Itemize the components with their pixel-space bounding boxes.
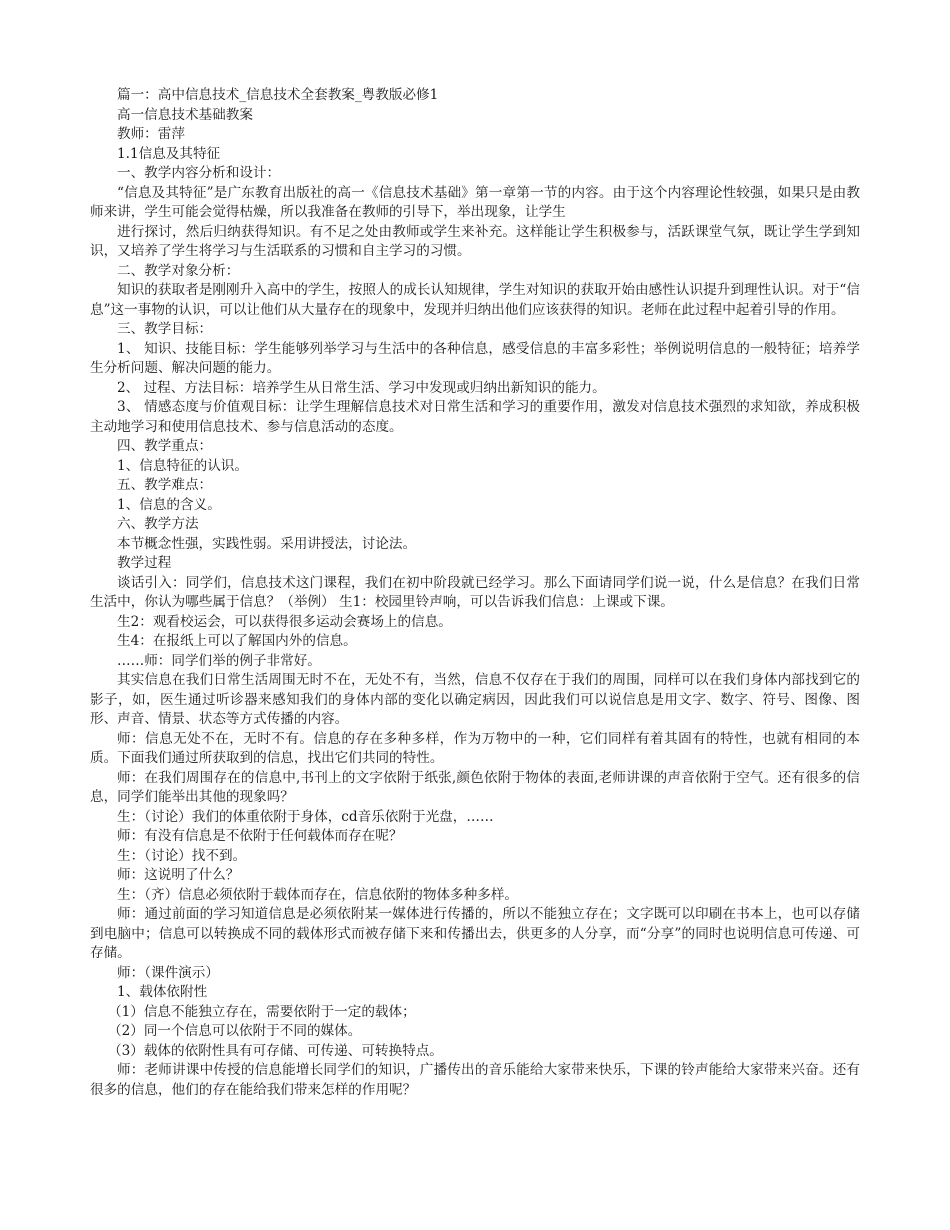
heading-content-analysis: 一、教学内容分析和设计： (117, 165, 281, 181)
paragraph: 生：（讨论）我们的体重依附于身体，cd音乐依附于光盘，…… (117, 808, 494, 825)
objective-item: 1、 知识、技能目标：学生能够列举学习与生活中的各种信息，感受信息的丰富多彩性；举例说明信息的一般特征；培养学生分析问题、解决问题的能力。 (90, 340, 860, 376)
paragraph: 进行探讨，然后归纳获得知识。有不足之处由教师或学生来补充。这样能让学生积极参与，活跃课堂气氛，既让学生学到知识，又培养了学生将学习与生活联系的习惯和自主学习的习惯。 (90, 223, 860, 259)
document-page (90, 86, 860, 1100)
paragraph: 师：通过前面的学习知道信息是必须依附某一媒体进行传播的，所以不能独立存在；文字既可以印刷在书本上，也可以存储到电脑中；信息可以转换成不同的载体形式而被存储下来和传播出去，供更多的人分享，而“分享”的同时也说明信息可传递、可存储。 (90, 906, 860, 961)
document-title: 篇一：高中信息技术_信息技术全套教案_粤教版必修1 (117, 87, 439, 103)
heading-process: 教学过程 (117, 555, 172, 571)
paragraph: 师：（课件演示） (117, 964, 219, 981)
teacher-name: 教师：雷萍 (117, 126, 185, 142)
list-item: （1）信息不能独立存在，需要依附于一定的载体； (108, 1003, 416, 1020)
heading-carrier-dependency: 1、载体依附性 (117, 984, 208, 1000)
paragraph: 师：在我们周围存在的信息中,书刊上的文字依附于纸张,颜色依附于物体的表面,老师讲课的声音依附于空气。还有很多的信息，同学们能举出其他的现象吗？ (90, 769, 860, 805)
difficulty-item: 1、信息的含义。 (117, 496, 221, 513)
heading-key-points: 四、教学重点： (117, 438, 213, 454)
section-title: 1.1信息及其特征 (117, 145, 221, 162)
paragraph: 师：老师讲课中传授的信息能增长同学们的知识，广播传出的音乐能给大家带来快乐，下课的铃声能给大家带来兴奋。还有很多的信息，他们的存在能给我们带来怎样的作用呢？ (90, 1062, 860, 1098)
paragraph: “信息及其特征”是广东教育出版社的高一《信息技术基础》第一章第一节的内容。由于这个内容理论性较强，如果只是由教师来讲，学生可能会觉得枯燥，所以我准备在教师的引导下，举出现象，让学生 (90, 184, 860, 220)
paragraph: 师：这说明了什么？ (117, 867, 240, 883)
paragraph: 师：信息无处不在，无时不有。信息的存在多种多样，作为万物中的一种，它们同样有着其固有的特性，也就有相同的本质。下面我们通过所获取到的信息，找出它们共同的特性。 (90, 730, 860, 766)
list-item: （3）载体的依附性具有可存储、可传递、可转换特点。 (108, 1042, 443, 1059)
heading-methods: 六、教学方法 (117, 516, 199, 532)
paragraph: 生2：观看校运会，可以获得很多运动会赛场上的信息。 (117, 613, 452, 630)
key-point-item: 1、信息特征的认识。 (117, 457, 248, 474)
objective-item: 2、 过程、方法目标：培养学生从日常生活、学习中发现或归纳出新知识的能力。 (117, 379, 606, 396)
heading-audience-analysis: 二、教学对象分析： (117, 262, 240, 279)
paragraph: 师：有没有信息是不依附于任何载体而存在呢？ (117, 828, 403, 844)
paragraph: 知识的获取者是刚刚升入高中的学生，按照人的成长认知规律，学生对知识的获取开始由感性认识提升到理性认识。对于“信息”这一事物的认识，可以让他们从大量存在的现象中，发现并归纳出他们应该获得的知识。老师在此过程中起着引导的作用。 (90, 282, 860, 318)
heading-objectives: 三、教学目标： (117, 321, 213, 337)
paragraph: 生：（齐）信息必须依附于载体而存在，信息依附的物体多种多样。 (117, 886, 519, 903)
lesson-plan-title: 高一信息技术基础教案 (117, 106, 253, 123)
paragraph: 生4：在报纸上可以了解国内外的信息。 (117, 633, 357, 649)
paragraph: ……师：同学们举的例子非常好。 (117, 652, 321, 669)
paragraph: 谈话引入：同学们，信息技术这门课程，我们在初中阶段就已经学习。那么下面请同学们说一说，什么是信息？在我们日常生活中，你认为哪些属于信息？（举例） 生1：校园里铃声响，可以告诉我们信息：上课或下课。 (90, 574, 860, 610)
paragraph: 其实信息在我们日常生活周围无时不在，无处不有，当然，信息不仅存在于我们的周围，同样可以在我们身体内部找到它的影子，如，医生通过听诊器来感知我们的身体内部的变化以确定病因，因此我们可以说信息是用文字、数字、符号、图像、图形、声音、情景、状态等方式传播的内容。 (90, 672, 860, 727)
paragraph: 本节概念性强，实践性弱。采用讲授法，讨论法。 (117, 535, 417, 552)
objective-item: 3、 情感态度与价值观目标：让学生理解信息技术对日常生活和学习的重要作用，激发对信息技术强烈的求知欲，养成积极主动地学习和使用信息技术、参与信息活动的态度。 (90, 399, 860, 435)
paragraph: 生：（讨论）找不到。 (117, 847, 247, 864)
list-item: （2）同一个信息可以依附于不同的媒体。 (108, 1023, 362, 1039)
heading-difficulties: 五、教学难点： (117, 477, 213, 493)
